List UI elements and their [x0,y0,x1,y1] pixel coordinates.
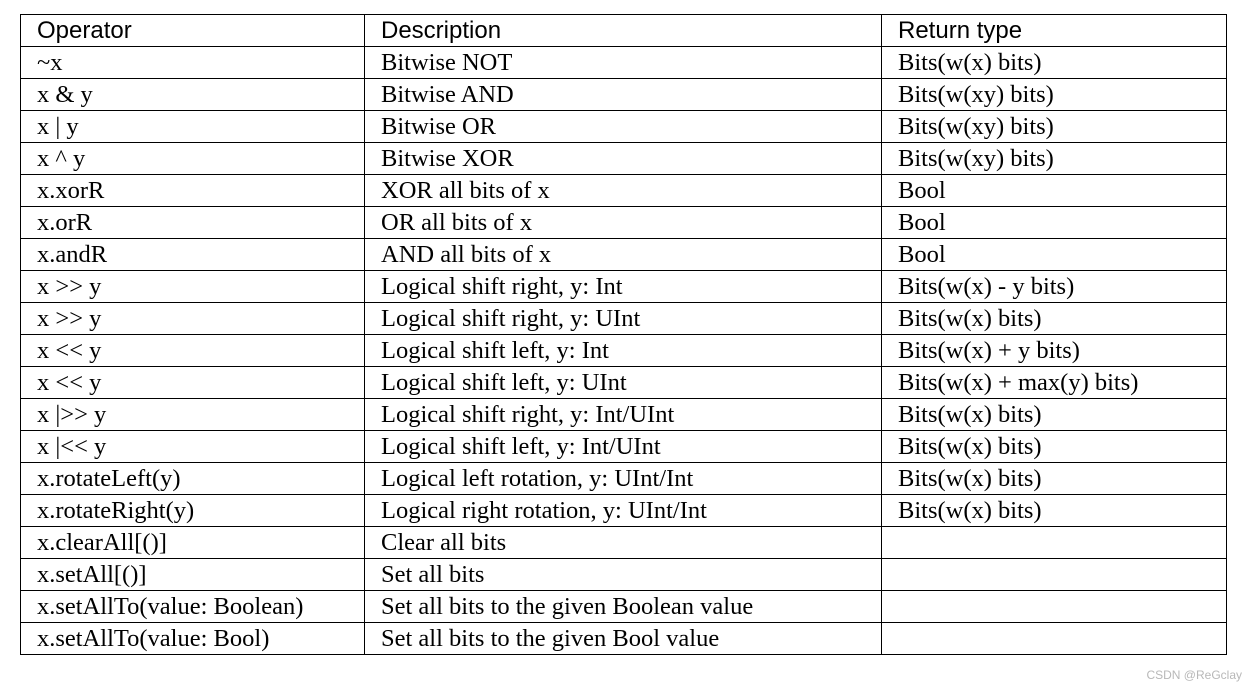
table-row [21,431,1227,463]
return-type-cell: Bits(w(x) + y bits) [882,335,1227,367]
return-type-cell: Bits(w(x) + max(y) bits) [882,367,1227,399]
table-body [21,47,1227,655]
operator-cell: x >> y [21,271,365,303]
header-return-type: Return type [882,15,1227,47]
operator-cell: x |<< y [21,431,365,463]
description-cell: Logical shift left, y: UInt [365,367,882,399]
table-row [21,495,1227,527]
operator-cell: x << y [21,335,365,367]
description-cell: Bitwise NOT [365,47,882,79]
return-type-cell: Bits(w(x) bits) [882,431,1227,463]
return-type-cell: Bits(w(xy) bits) [882,111,1227,143]
table-header [21,15,1227,47]
header-operator: Operator [21,15,365,47]
table-row [21,175,1227,207]
return-type-cell: Bits(w(x) bits) [882,495,1227,527]
header-description: Description [365,15,882,47]
operator-cell: x.setAllTo(value: Bool) [21,623,365,655]
return-type-cell: Bits(w(xy) bits) [882,143,1227,175]
table-row [21,47,1227,79]
return-type-cell: Bits(w(x) - y bits) [882,271,1227,303]
description-cell: Logical shift left, y: Int [365,335,882,367]
description-cell: Logical right rotation, y: UInt/Int [365,495,882,527]
table-row [21,207,1227,239]
table-row [21,111,1227,143]
table-row [21,303,1227,335]
description-cell: Bitwise OR [365,111,882,143]
operator-cell: x |>> y [21,399,365,431]
description-cell: AND all bits of x [365,239,882,271]
operator-cell: x.setAllTo(value: Boolean) [21,591,365,623]
watermark: CSDN @ReGclay [1146,668,1242,682]
table-row [21,527,1227,559]
table-row [21,591,1227,623]
operator-cell: x.andR [21,239,365,271]
description-cell: Logical shift left, y: Int/UInt [365,431,882,463]
description-cell: Logical shift right, y: UInt [365,303,882,335]
table-row [21,335,1227,367]
return-type-cell [882,591,1227,623]
operator-cell: x & y [21,79,365,111]
table-row [21,559,1227,591]
description-cell: Clear all bits [365,527,882,559]
table-row [21,271,1227,303]
operator-cell: x ^ y [21,143,365,175]
table-row [21,399,1227,431]
table-row [21,79,1227,111]
operator-cell: x.clearAll[()] [21,527,365,559]
description-cell: Bitwise XOR [365,143,882,175]
return-type-cell: Bits(w(x) bits) [882,399,1227,431]
operator-cell: x.orR [21,207,365,239]
operator-cell: x << y [21,367,365,399]
return-type-cell: Bool [882,207,1227,239]
description-cell: Logical shift right, y: Int [365,271,882,303]
table-row [21,367,1227,399]
operator-cell: x.setAll[()] [21,559,365,591]
operator-cell: x.xorR [21,175,365,207]
operator-cell: x | y [21,111,365,143]
return-type-cell [882,527,1227,559]
operator-cell: x.rotateRight(y) [21,495,365,527]
return-type-cell [882,559,1227,591]
return-type-cell: Bits(w(x) bits) [882,303,1227,335]
operator-cell: ~x [21,47,365,79]
description-cell: Logical shift right, y: Int/UInt [365,399,882,431]
operators-table [20,14,1227,655]
return-type-cell: Bits(w(x) bits) [882,47,1227,79]
table-row [21,463,1227,495]
return-type-cell: Bool [882,175,1227,207]
description-cell: Bitwise AND [365,79,882,111]
description-cell: OR all bits of x [365,207,882,239]
description-cell: XOR all bits of x [365,175,882,207]
header-row [21,15,1227,47]
return-type-cell: Bool [882,239,1227,271]
operator-cell: x >> y [21,303,365,335]
description-cell: Set all bits to the given Boolean value [365,591,882,623]
description-cell: Logical left rotation, y: UInt/Int [365,463,882,495]
table-row [21,239,1227,271]
return-type-cell: Bits(w(x) bits) [882,463,1227,495]
description-cell: Set all bits [365,559,882,591]
operator-cell: x.rotateLeft(y) [21,463,365,495]
description-cell: Set all bits to the given Bool value [365,623,882,655]
return-type-cell: Bits(w(xy) bits) [882,79,1227,111]
table-row [21,143,1227,175]
return-type-cell [882,623,1227,655]
table-row [21,623,1227,655]
